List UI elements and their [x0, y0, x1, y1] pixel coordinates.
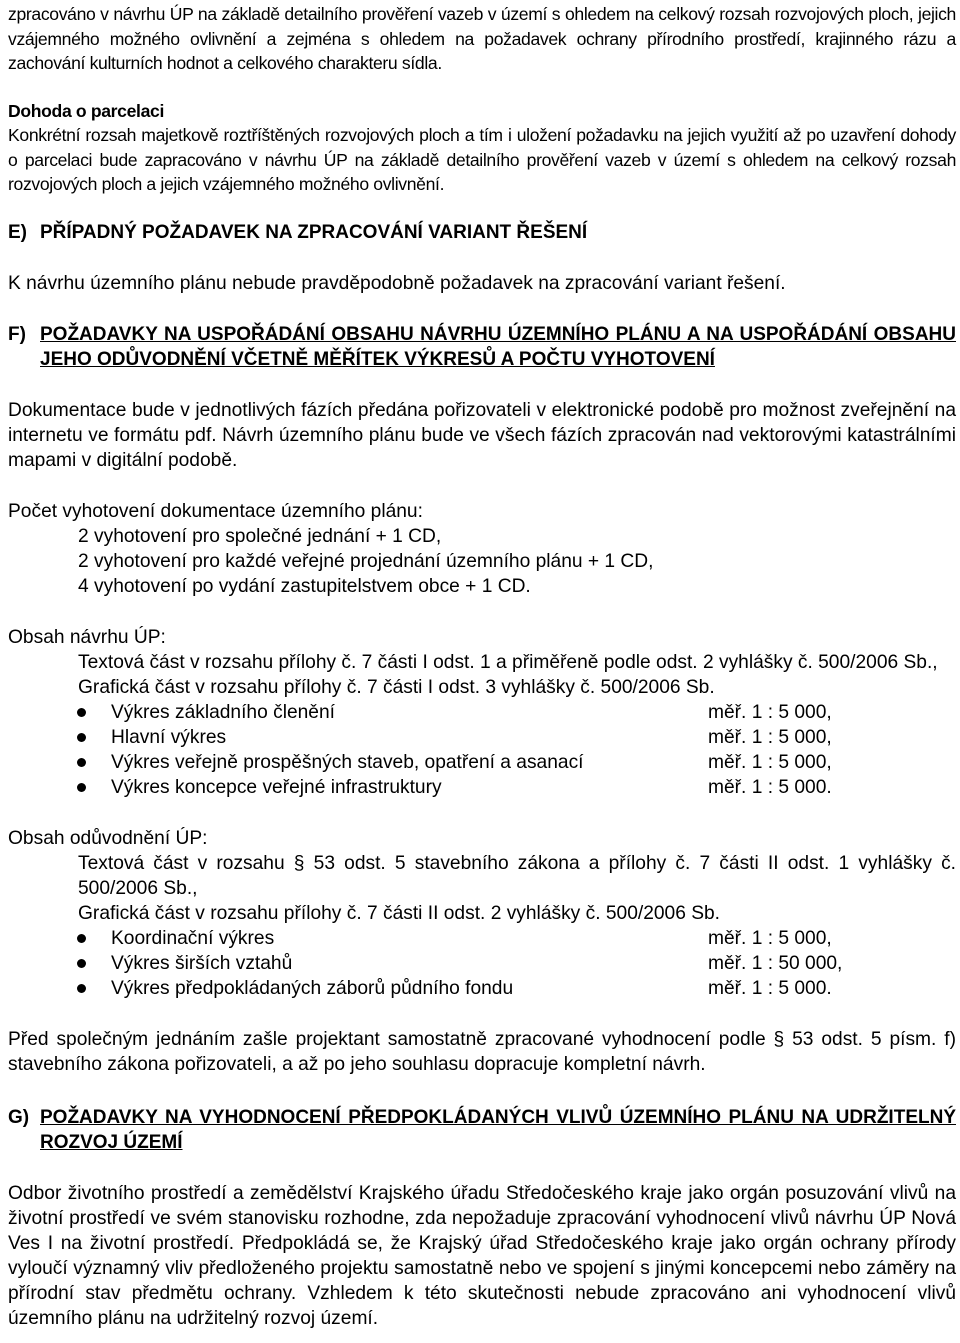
section-g-title: POŽADAVKY NA VYHODNOCENÍ PŘEDPOKLÁDANÝCH VLIVŮ ÚZEMNÍHO PLÁNU NA UDRŽITELNÝ ROZVOJ ÚZEMÍ	[40, 1106, 956, 1153]
intro-paragraph: zpracováno v návrhu ÚP na základě detailního prověření vazeb v území s ohledem na celkový rozsah rozvojových ploch, jejich vzájemného možného ovlivnění a zejména s ohledem na požadavek ochrany přírodního prostředí, krajinného rázu a zachování kulturních hodnot a celkového charakteru sídla.	[8, 4, 956, 73]
list-item: Výkres základního členění měř. 1 : 5 000,	[111, 700, 956, 725]
bullet-icon	[77, 708, 86, 717]
section-f-paragraph: Dokumentace bude v jednotlivých fázích předána pořizovateli v elektronické podobě pro možnost zveřejnění na internetu ve formátu pdf. Návrh územního plánu bude ve všech fázích zpracován nad vektorovými katastrálními mapami v digitální podobě.	[8, 399, 956, 471]
pocet-item: 2 vyhotovení pro společné jednání + 1 CD,	[78, 525, 442, 547]
section-f-letter: F)	[8, 323, 26, 345]
bullet-icon	[77, 733, 86, 742]
bullet-icon	[77, 758, 86, 767]
list-item: Výkres širších vztahů měř. 1 : 50 000,	[111, 951, 956, 976]
section-e-title: PŘÍPADNÝ POŽADAVEK NA ZPRACOVÁNÍ VARIANT ŘEŠENÍ	[40, 221, 588, 243]
bullet-icon	[77, 934, 86, 943]
bullet-icon	[77, 783, 86, 792]
pocet-list	[78, 524, 956, 599]
obsah-oduvodneni-textova: Textová část v rozsahu § 53 odst. 5 stavebního zákona a přílohy č. 7 části II odst. 1 vyhlášky č. 500/2006 Sb.,	[78, 852, 956, 899]
bullet-icon	[77, 959, 86, 968]
section-e-heading	[8, 220, 956, 245]
pocet-item: 2 vyhotovení pro každé veřejné projednání územního plánu + 1 CD,	[78, 550, 654, 572]
document-page	[8, 2, 956, 1331]
bullet-icon	[77, 984, 86, 993]
list-item: Hlavní výkres měř. 1 : 5 000,	[111, 725, 956, 750]
list-item: Koordinační výkres měř. 1 : 5 000,	[111, 926, 956, 951]
section-f-title: POŽADAVKY NA USPOŘÁDÁNÍ OBSAHU NÁVRHU ÚZEMNÍHO PLÁNU A NA USPOŘÁDÁNÍ OBSAHU JEHO ODŮVODNĚNÍ VČETNĚ MĚŘÍTEK VÝKRESŮ A POČTU VYHOTOVENÍ	[40, 323, 956, 370]
obsah-navrhu-label: Obsah návrhu ÚP:	[8, 626, 166, 648]
parcelace-text: Konkrétní rozsah majetkově roztříštěných rozvojových ploch a tím i uložení požadavku na jejich využití až po uzavření dohody o parcelaci bude zapracováno v návrhu ÚP na základě detailního prověření vazeb v území s ohledem na celkový rozsah rozvojových ploch a jejich vzájemného možného ovlivnění.	[8, 125, 956, 194]
pocet-item: 4 vyhotovení po vydání zastupitelstvem obce + 1 CD.	[78, 575, 531, 597]
section-f-heading	[8, 322, 956, 372]
obsah-oduvodneni-label: Obsah odůvodnění ÚP:	[8, 827, 208, 849]
list-item: Výkres koncepce veřejné infrastruktury měř. 1 : 5 000.	[111, 775, 956, 800]
section-e-text: K návrhu územního plánu nebude pravděpodobně požadavek na zpracování variant řešení.	[8, 272, 786, 294]
parcelace-title: Dohoda o parcelaci	[8, 100, 164, 121]
section-e-letter: E)	[8, 221, 27, 243]
section-g-text: Odbor životního prostředí a zemědělství Krajského úřadu Středočeského kraje jako orgán posuzování vlivů na životní prostředí ve svém stanovisku rozhodne, zda nepožaduje zpracování vyhodnocení vlivů návrhu ÚP Nová Ves I na životní prostředí. Předpokládá se, že Krajský úřad Středočeského kraje jako orgán ochrany přírody vyloučí významný vliv předloženého projektu samostatně nebo ve spojení s jinými koncepcemi nebo záměry na přírodní stav předmětu ochrany. Vzhledem k této skutečnosti nebude zpracováno ani vyhodnocení vlivů územního plánu na udržitelný rozvoj území.	[8, 1182, 956, 1329]
section-g-letter: G)	[8, 1106, 30, 1128]
pocet-label: Počet vyhotovení dokumentace územního plánu:	[8, 500, 423, 522]
section-g-heading	[8, 1105, 956, 1155]
section-f-closing: Před společným jednáním zašle projektant samostatně zpracované vyhodnocení podle § 53 odst. 5 písm. f) stavebního zákona pořizovateli, a až po jeho souhlasu dopracuje kompletní návrh.	[8, 1028, 956, 1075]
obsah-navrhu-vykresy	[111, 700, 956, 800]
obsah-oduvodneni-graficka: Grafická část v rozsahu přílohy č. 7 části II odst. 2 vyhlášky č. 500/2006 Sb.	[78, 902, 721, 924]
obsah-oduvodneni-vykresy	[111, 926, 956, 1001]
obsah-navrhu-textova: Textová část v rozsahu přílohy č. 7 části I odst. 1 a přiměřeně podle odst. 2 vyhlášky č. 500/2006 Sb.,	[78, 651, 938, 673]
obsah-navrhu-graficka: Grafická část v rozsahu přílohy č. 7 části I odst. 3 vyhlášky č. 500/2006 Sb.	[78, 676, 715, 698]
list-item: Výkres předpokládaných záborů půdního fondu měř. 1 : 5 000.	[111, 976, 956, 1001]
list-item: Výkres veřejně prospěšných staveb, opatření a asanací měř. 1 : 5 000,	[111, 750, 956, 775]
